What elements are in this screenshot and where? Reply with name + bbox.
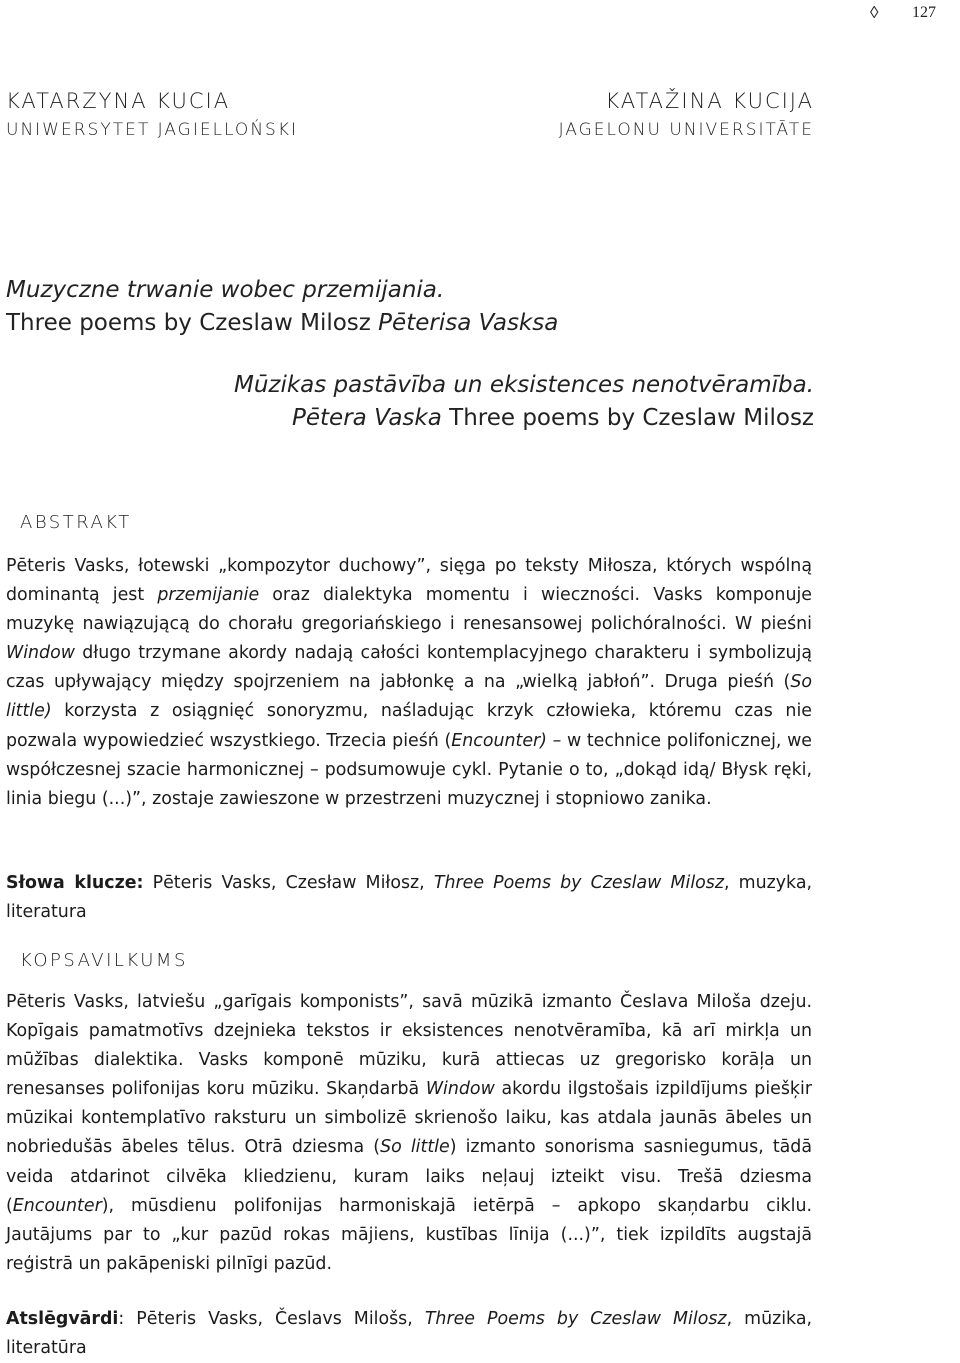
author-affiliation-latvian: JAGELONU UNIVERSITĀTE [558,120,814,140]
keywords-latvian-label: Atslēgvārdi [6,1309,119,1329]
kops-text-3: ) izmanto sonorisma sasniegumus, tādā veida atdarinot cilvēka kliedzienu, kuram laiks neļauj izteikt visu. Trešā dziesma ( [6,1137,812,1216]
keywords-polish-plain: Pēteris Vasks, Czesław Miłosz, [143,873,434,893]
abstract-heading: ABSTRAKT [20,512,132,533]
keywords-polish [6,869,812,927]
author-affiliation-polish: UNIWERSYTET JAGIELLOŃSKI [6,120,298,140]
title-polish-line1: Muzyczne trwanie wobec przemijania. [6,277,445,303]
keywords-latvian [6,1305,812,1363]
title-polish-line2 [6,307,558,340]
abstract-italic-1: przemijanie [157,585,260,606]
kops-italic-1: Window [425,1079,495,1100]
title-latvian-line2 [234,402,814,435]
author-name-polish: KATARZYNA KUCIA [6,89,231,113]
abstract-text-5: – w technice polifonicznej, we współczesnej szacie harmonicznej – podsumowuje cykl. Pytanie o to, „dokąd idą/ Błysk ręki, linia biegu (...)”, zostaje zawieszone w przestrzeni muzycznej i stopniowo zanika. [6,730,812,809]
author-name-latvian: KATAŽINA KUCIJA [605,89,814,113]
keywords-polish-italic: Three Poems by Czeslaw Milosz [433,873,724,893]
kops-text-4: ), mūsdienu polifonijas harmoniskajā ietērpā – apkopo skaņdarbu ciklu. Jautājums par to „kur pazūd rokas mājiens, kustības līnija (...)”, tiek izpildīts augstajā reģistrā un pakāpeniski pilnīgi pazūd. [6,1195,812,1274]
keywords-polish-tail: , muzyka, literatura [6,873,812,923]
kops-italic-2: So little [380,1137,450,1158]
keywords-latvian-italic: Three Poems by Czeslaw Milosz [424,1309,727,1329]
title-polish-line2-plain: Three poems by Czeslaw Milosz [6,310,379,336]
kops-text-2: akordu ilgstošais izpildījums piešķir mūzikai kontemplatīvo raksturu un simbolizē skrienošo laiku, kas atdala jaunās ābeles un nobriedušās ābeles tēlus. Otrā dziesma ( [6,1079,812,1158]
abstract-text-1: Pēteris Vasks, łotewski „kompozytor duchowy”, sięga po teksty Miłosza, których wspólną dominantą jest [6,556,812,606]
kops-text-1: Pēteris Vasks, latviešu „garīgais komponists”, savā mūzikā izmanto Česlava Miloša dzeju. Kopīgais pamatmotīvs dzejnieka tekstos ir eksistences nenotvēramība, kā arī mirkļa un mūžības dialektika. Vasks komponē mūziku, kurā attiecas uz gregorisko korāļa un renesanses polifonijas koru mūziku. Skaņdarbā [6,992,812,1100]
page-header [862,0,960,28]
page-number: 127 [912,4,936,21]
title-latvian-line2-plain: Three poems by Czeslaw Milosz [441,405,814,431]
abstract-body [6,552,812,814]
author-block-latvian [559,87,814,143]
title-polish-line2-italic: Pēterisa Vasksa [378,310,559,336]
keywords-latvian-tail: , mūzika, literatūra [6,1309,813,1359]
keywords-latvian-plain: : Pēteris Vasks, Česlavs Milošs, [118,1309,425,1329]
abstract-text-3: długo trzymane akordy nadają całości kontemplacyjnego charakteru i symbolizują czas upływający między spojrzeniem na jabłonkę a na „wielką jabłoń”. Druga pieśń ( [6,643,812,693]
kopsavilkums-body [6,988,812,1279]
kops-italic-3: Encounter [12,1195,102,1216]
article-title-latvian [234,369,814,435]
abstract-italic-4: Encounter) [451,730,547,751]
abstract-text-4: korzysta z osiągnięć sonoryzmu, naśladując krzyk człowieka, któremu czas nie pozwala wypowiedzieć wszystkiego. Trzecia pieśń ( [6,701,812,751]
keywords-polish-label: Słowa klucze: [6,873,144,893]
abstract-italic-3: So little) [6,672,812,722]
article-title-polish [6,274,558,340]
kopsavilkums-heading: KOPSAVILKUMS [20,950,188,971]
title-latvian-line2-italic: Pētera Vaska [292,405,442,431]
abstract-text-2: oraz dialektyka momentu i wieczności. Vasks komponuje muzykę nawiązującą do chorału gregoriańskiego i renesansowej polichóralności. W pieśni [6,585,812,635]
title-latvian-line1: Mūzikas pastāvība un eksistences nenotvēramība. [233,372,814,398]
author-block-polish [6,87,298,143]
abstract-italic-2: Window [6,643,75,664]
diamond-icon: ◊ [870,3,879,22]
